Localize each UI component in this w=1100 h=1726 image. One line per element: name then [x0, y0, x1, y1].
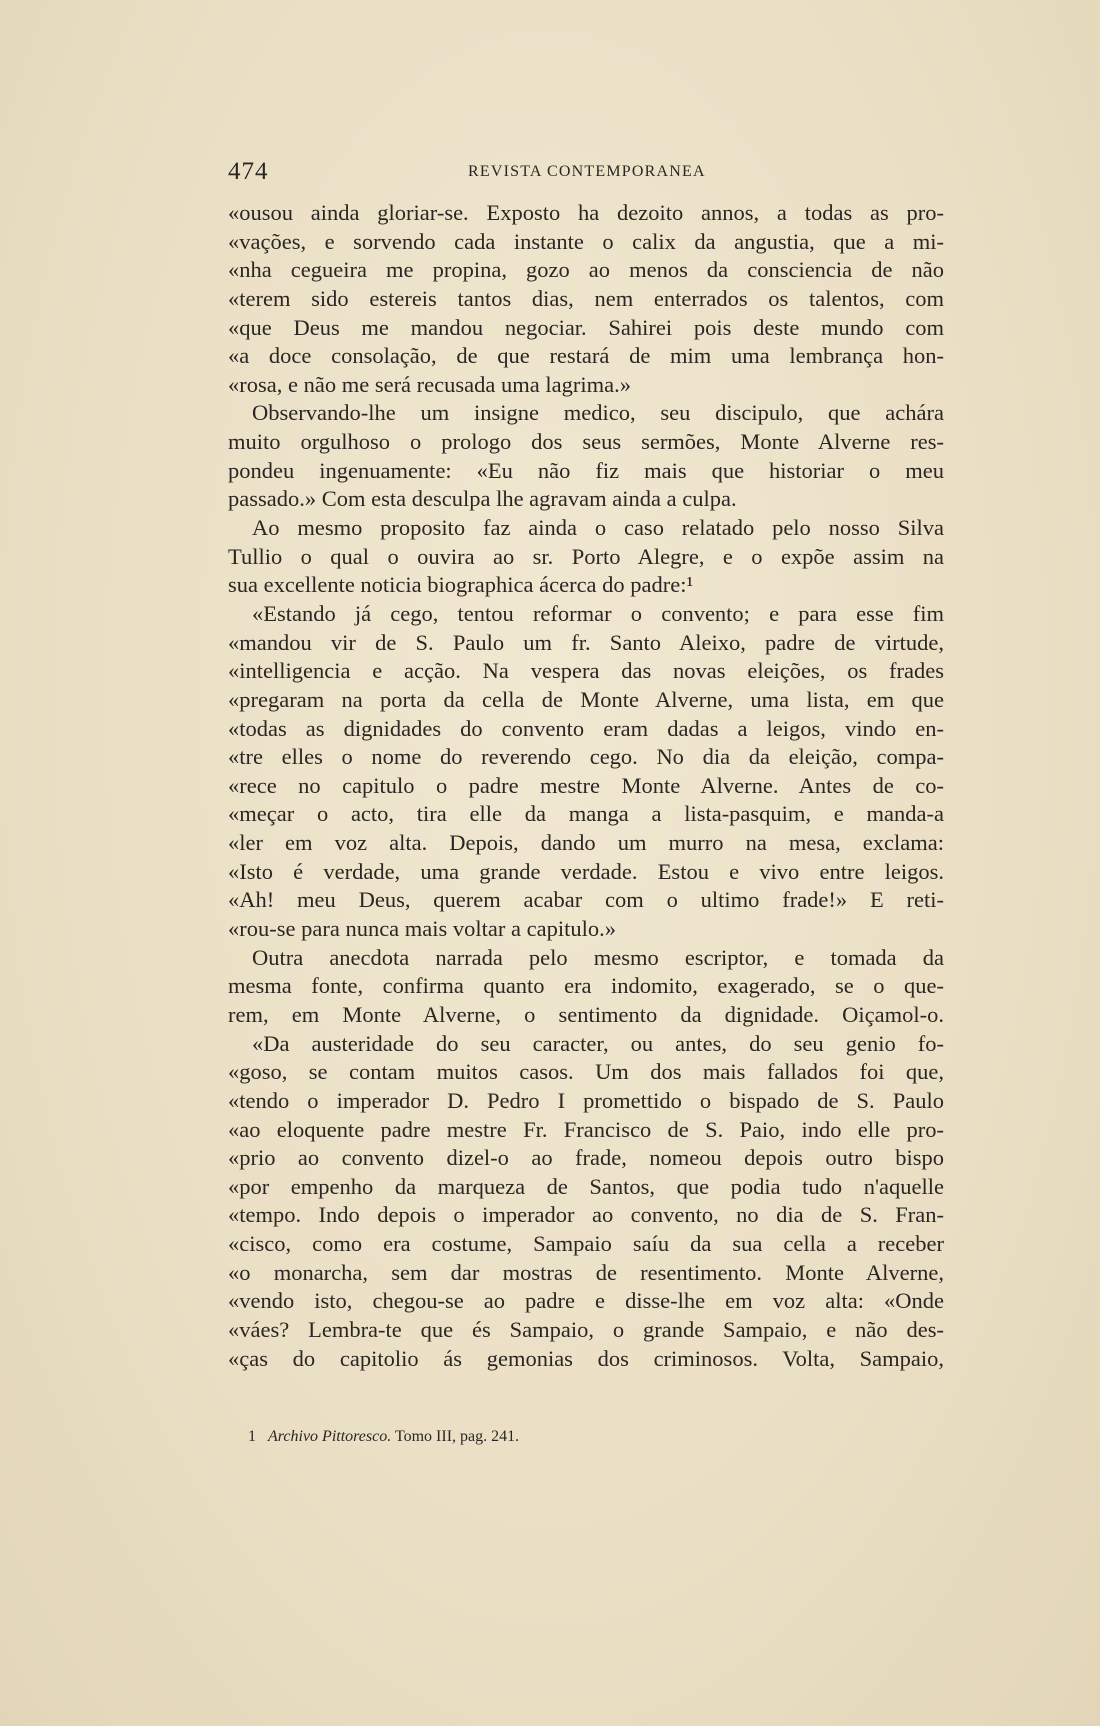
text-line: «que Deus me mandou negociar. Sahirei pois deste mundo com [228, 314, 944, 340]
text-line: «nha cegueira me propina, gozo ao menos da consciencia de não [228, 257, 944, 283]
body-text [228, 199, 944, 1373]
text-line: «a doce consolação, de que restará de mim uma lembrança hon- [228, 343, 944, 369]
text-line: Outra anecdota narrada pelo mesmo escriptor, e tomada da [252, 944, 944, 970]
text-line: «Isto é verdade, uma grande verdade. Estou e vivo entre leigos. [228, 858, 944, 884]
text-line: «ao eloquente padre mestre Fr. Francisco de S. Paio, indo elle pro- [228, 1116, 944, 1142]
footnote-marker: 1 [248, 1428, 256, 1445]
text-line: «todas as dignidades do convento eram dadas a leigos, vindo en- [228, 715, 944, 741]
text-line: «tendo o imperador D. Pedro I promettido o bispado de S. Paulo [228, 1087, 944, 1113]
text-line: «Estando já cego, tentou reformar o convento; e para esse fim [252, 600, 944, 626]
text-line: «cisco, como era costume, Sampaio saíu da sua cella a receber [228, 1231, 944, 1257]
text-line: «vações, e sorvendo cada instante o calix da angustia, que a mi- [228, 228, 944, 254]
text-line: mesma fonte, confirma quanto era indomito, exagerado, se o que- [228, 973, 944, 999]
text-line: «por empenho da marqueza de Santos, que podia tudo n'aquelle [228, 1173, 944, 1199]
text-line: «rosa, e não me será recusada uma lagrima.» [228, 371, 631, 397]
text-line: «tre elles o nome do reverendo cego. No dia da eleição, compa- [228, 744, 944, 770]
text-line: «rou-se para nunca mais voltar a capitulo.» [228, 916, 616, 942]
text-line: «ças do capitolio ás gemonias dos criminosos. Volta, Sampaio, [228, 1345, 944, 1371]
text-line: «mandou vir de S. Paulo um fr. Santo Aleixo, padre de virtude, [228, 629, 944, 655]
text-line: «rece no capitulo o padre mestre Monte Alverne. Antes de co- [228, 772, 944, 798]
text-line: «vendo isto, chegou-se ao padre e disse-lhe em voz alta: «Onde [228, 1288, 944, 1314]
footnote-reference: Tomo III, pag. 241. [394, 1428, 520, 1445]
text-line: «meçar o acto, tira elle da manga a lista-pasquim, e manda-a [228, 801, 944, 827]
text-line: pondeu ingenuamente: «Eu não fiz mais que historiar o meu [228, 457, 944, 483]
text-line: «pregaram na porta da cella de Monte Alverne, uma lista, em que [228, 686, 944, 712]
text-line: «o monarcha, sem dar mostras de resentimento. Monte Alverne, [228, 1259, 944, 1285]
text-line: «váes? Lembra-te que és Sampaio, o grande Sampaio, e não des- [228, 1316, 944, 1342]
text-line: «prio ao convento dizel-o ao frade, nomeou depois outro bispo [228, 1145, 944, 1171]
text-line: «goso, se contam muitos casos. Um dos mais fallados foi que, [228, 1059, 944, 1085]
footnote [248, 1428, 519, 1446]
text-line: Tullio o qual o ouvira ao sr. Porto Alegre, e o expõe assim na [228, 543, 944, 569]
text-line: rem, em Monte Alverne, o sentimento da dignidade. Oiçamol-o. [228, 1001, 944, 1027]
text-line: «Ah! meu Deus, querem acabar com o ultimo frade!» E reti- [228, 887, 944, 913]
text-line: Ao mesmo proposito faz ainda o caso relatado pelo nosso Silva [252, 515, 944, 541]
page-number: 474 [228, 158, 269, 185]
text-line: «intelligencia e acção. Na vespera das novas eleições, os frades [228, 658, 944, 684]
text-line: «ousou ainda gloriar-se. Exposto ha dezoito annos, a todas as pro- [228, 200, 944, 225]
text-line: Observando-lhe um insigne medico, seu discipulo, que achára [252, 400, 944, 426]
text-line: «tempo. Indo depois o imperador ao convento, no dia de S. Fran- [228, 1202, 944, 1228]
page-header [228, 158, 944, 188]
text-line: «Da austeridade do seu caracter, ou antes, do seu genio fo- [252, 1030, 944, 1056]
text-line: «terem sido estereis tantos dias, nem enterrados os talentos, com [228, 285, 944, 311]
text-line: «ler em voz alta. Depois, dando um murro na mesa, exclama: [228, 830, 944, 856]
running-head: REVISTA CONTEMPORANEA [468, 163, 706, 180]
text-line: muito orgulhoso o prologo dos seus sermões, Monte Alverne res- [228, 429, 944, 455]
text-line: passado.» Com esta desculpa lhe agravam ainda a culpa. [228, 486, 737, 512]
text-line: sua excellente noticia biographica ácerca do padre:¹ [228, 572, 694, 598]
footnote-title: Archivo Pittoresco. [268, 1428, 392, 1445]
